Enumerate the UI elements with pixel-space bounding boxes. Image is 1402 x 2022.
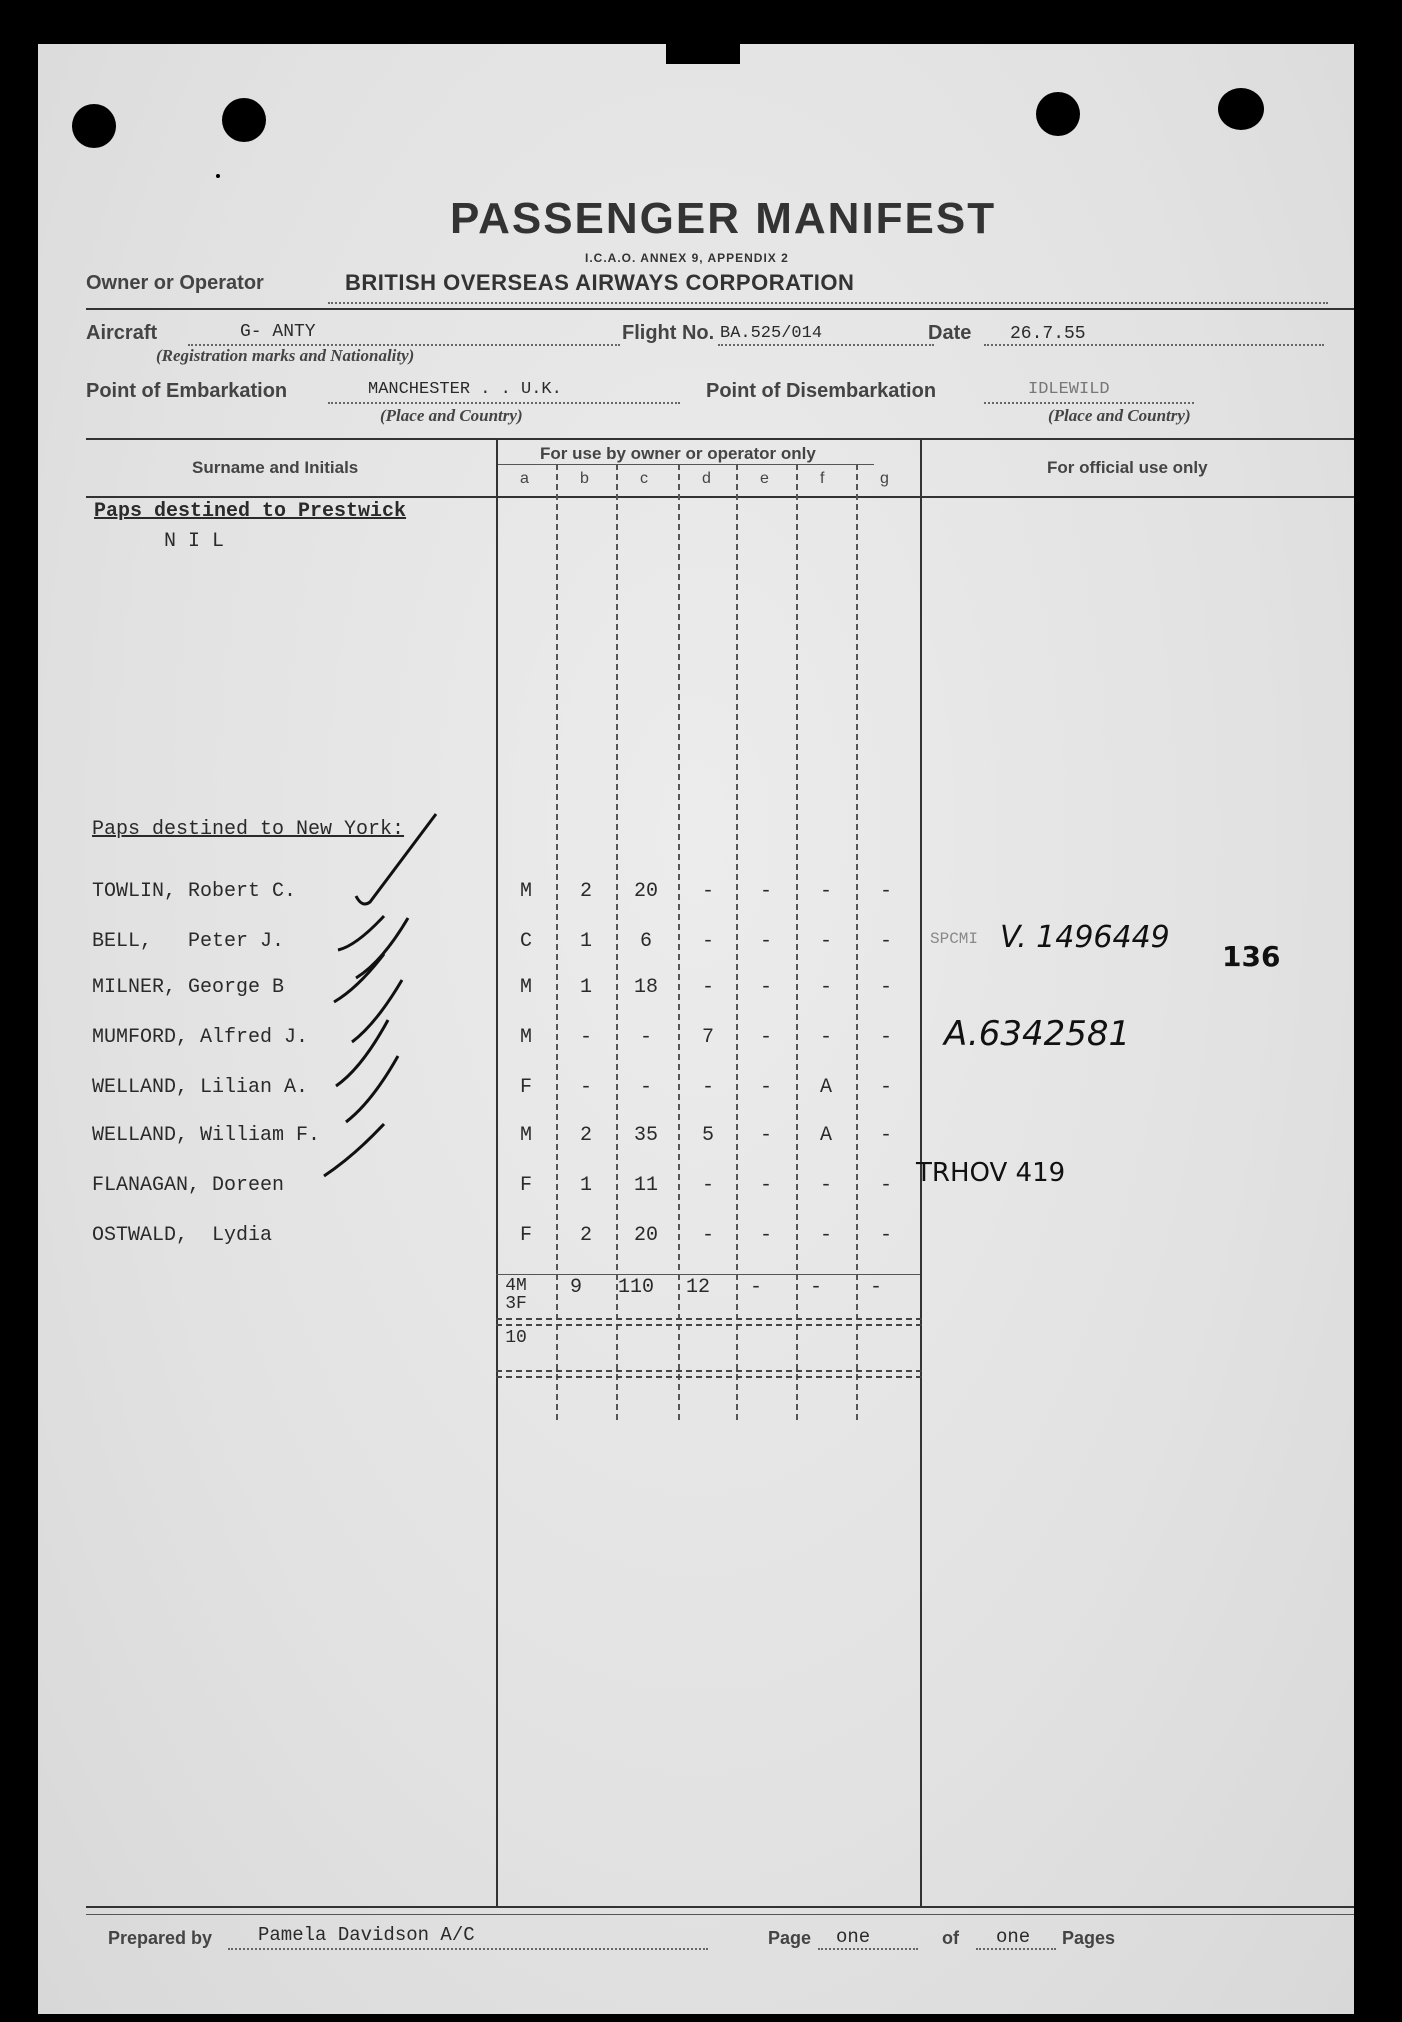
grand-double-rule — [496, 1370, 922, 1378]
check-marks — [38, 44, 1354, 2014]
embark-note: (Place and Country) — [380, 406, 523, 425]
passenger-cell-b: 2 — [579, 880, 592, 903]
disembark-note: (Place and Country) — [1048, 406, 1191, 425]
passenger-cell-g: - — [879, 1224, 892, 1247]
handwritten-mumford-number: A.6342581 — [944, 1014, 1131, 1054]
owner-label: Owner or Operator — [86, 272, 264, 294]
passenger-cell-e: - — [759, 930, 772, 953]
totals-top-rule — [496, 1274, 920, 1275]
passenger-cell-e: - — [759, 1174, 772, 1197]
prestwick-nil: N I L — [164, 530, 225, 553]
date-value: 26.7.55 — [1010, 324, 1086, 344]
manifest-sheet — [38, 44, 1354, 2014]
sub-column-header: b — [580, 470, 589, 487]
passenger-cell-d: - — [701, 976, 714, 999]
passenger-cell-f: A — [819, 1076, 832, 1099]
sub-column-header: d — [702, 470, 711, 487]
prepared-value: Pamela Davidson A/C — [258, 1924, 475, 1946]
passenger-name: MILNER, George B — [92, 976, 285, 999]
passenger-cell-b: - — [579, 1026, 592, 1049]
passenger-cell-e: - — [759, 1026, 772, 1049]
passenger-cell-f: - — [819, 1224, 832, 1247]
footer-top-rule — [86, 1906, 1354, 1908]
disembark-value: IDLEWILD — [1028, 380, 1110, 399]
passenger-cell-b: - — [579, 1076, 592, 1099]
passenger-cell-d: - — [701, 930, 714, 953]
col-owner-group-header: For use by owner or operator only — [540, 444, 816, 463]
total-a-line2: 3F — [505, 1294, 527, 1314]
page-subtitle: I.C.A.O. ANNEX 9, APPENDIX 2 — [585, 251, 789, 265]
aircraft-note: (Registration marks and Nationality) — [156, 346, 415, 365]
passenger-cell-b: 1 — [579, 976, 592, 999]
total-f: - — [809, 1276, 822, 1299]
of-underline — [976, 1948, 1056, 1950]
sub-column-header: c — [640, 470, 648, 487]
passenger-cell-f: - — [819, 976, 832, 999]
passenger-name: WELLAND, William F. — [92, 1124, 321, 1147]
passenger-cell-g: - — [879, 1124, 892, 1147]
check-mark — [324, 1124, 384, 1176]
total-c: 110 — [617, 1276, 654, 1299]
passenger-cell-c: 35 — [633, 1124, 658, 1147]
date-label: Date — [928, 322, 972, 344]
total-e: - — [749, 1276, 762, 1299]
sub-column-header: a — [520, 470, 529, 487]
sub-column-header: f — [820, 470, 825, 487]
passenger-name: FLANAGAN, Doreen — [92, 1174, 285, 1197]
passenger-cell-c: - — [639, 1026, 652, 1049]
passenger-cell-b: 2 — [579, 1224, 592, 1247]
passenger-cell-e: - — [759, 1076, 772, 1099]
total-d: 12 — [685, 1276, 710, 1299]
footer-rule2 — [86, 1914, 1354, 1915]
passenger-cell-a: M — [519, 1124, 532, 1147]
passenger-cell-f: - — [819, 930, 832, 953]
passenger-name: MUMFORD, Alfred J. — [92, 1026, 309, 1049]
embark-label: Point of Embarkation — [86, 380, 288, 402]
passenger-name: TOWLIN, Robert C. — [92, 880, 297, 903]
passenger-cell-b: 2 — [579, 1124, 592, 1147]
passenger-name: BELL, Peter J. — [92, 930, 285, 953]
passenger-cell-f: - — [819, 1174, 832, 1197]
section-prestwick: Paps destined to Prestwick — [94, 500, 407, 523]
passenger-cell-c: - — [639, 1076, 652, 1099]
aircraft-value: G- ANTY — [240, 322, 316, 342]
passenger-name: WELLAND, Lilian A. — [92, 1076, 309, 1099]
handwritten-page-ref: 136 — [1222, 940, 1281, 973]
passenger-cell-a: M — [519, 1026, 532, 1049]
passenger-cell-e: - — [759, 880, 772, 903]
passenger-cell-e: - — [759, 976, 772, 999]
passenger-cell-c: 20 — [633, 1224, 658, 1247]
flight-label: Flight No. — [622, 322, 715, 344]
total-g: - — [869, 1276, 882, 1299]
total-b: 9 — [569, 1276, 582, 1299]
passenger-cell-b: 1 — [579, 1174, 592, 1197]
check-mark — [346, 1056, 398, 1122]
owner-value: BRITISH OVERSEAS AIRWAYS CORPORATION — [345, 270, 855, 295]
passenger-cell-f: - — [819, 1026, 832, 1049]
total-grand: 10 — [505, 1328, 527, 1348]
disembark-label: Point of Disembarkation — [706, 380, 937, 402]
page-underline — [818, 1948, 918, 1950]
of-label: of — [942, 1928, 959, 1948]
check-mark — [356, 814, 436, 904]
check-mark — [338, 916, 384, 950]
col-surname-header: Surname and Initials — [192, 458, 359, 477]
passenger-cell-d: - — [701, 1174, 714, 1197]
section-newyork: Paps destined to New York: — [92, 818, 405, 841]
page-title: PASSENGER MANIFEST — [450, 194, 997, 243]
handwritten-flanagan-number: TRHOV 419 — [916, 1158, 1066, 1188]
passenger-cell-e: - — [759, 1124, 772, 1147]
col-official-header: For official use only — [1047, 458, 1208, 477]
passenger-cell-g: - — [879, 1076, 892, 1099]
passenger-cell-d: - — [701, 880, 714, 903]
check-mark — [352, 980, 402, 1042]
passenger-cell-d: - — [701, 1224, 714, 1247]
page-value: one — [836, 1926, 871, 1948]
handwritten-bell-number: V. 1496449 — [1000, 920, 1170, 955]
prepared-label: Prepared by — [108, 1928, 213, 1948]
totals-double-rule — [496, 1318, 922, 1326]
pages-label: Pages — [1062, 1928, 1116, 1948]
aircraft-label: Aircraft — [86, 322, 158, 344]
sub-column-header: g — [880, 470, 889, 487]
passenger-cell-c: 6 — [639, 930, 652, 953]
passenger-cell-a: C — [519, 930, 532, 953]
total-a-line1: 4M — [505, 1276, 527, 1296]
passenger-cell-g: - — [879, 930, 892, 953]
passenger-cell-d: - — [701, 1076, 714, 1099]
passenger-cell-a: F — [519, 1174, 532, 1197]
passenger-cell-g: - — [879, 1174, 892, 1197]
passenger-cell-c: 20 — [633, 880, 658, 903]
passenger-cell-f: - — [819, 880, 832, 903]
passenger-cell-g: - — [879, 976, 892, 999]
prepared-underline — [228, 1948, 708, 1950]
passenger-cell-a: M — [519, 880, 532, 903]
flight-value: BA.525/014 — [720, 324, 823, 343]
check-mark — [356, 918, 408, 978]
passenger-cell-e: - — [759, 1224, 772, 1247]
sub-column-header: e — [760, 470, 769, 487]
passenger-cell-g: - — [879, 880, 892, 903]
page-label: Page — [768, 1928, 812, 1948]
passenger-name: OSTWALD, Lydia — [92, 1224, 273, 1247]
of-value: one — [996, 1926, 1031, 1948]
passenger-cell-b: 1 — [579, 930, 592, 953]
passenger-official-note: SPCMI — [930, 930, 979, 948]
passenger-cell-g: - — [879, 1026, 892, 1049]
embark-value: MANCHESTER . . U.K. — [368, 380, 562, 399]
passenger-cell-a: F — [519, 1224, 532, 1247]
passenger-cell-d: 7 — [701, 1026, 714, 1049]
passenger-cell-a: F — [519, 1076, 532, 1099]
check-mark — [336, 1020, 388, 1086]
passenger-cell-f: A — [819, 1124, 832, 1147]
check-mark — [334, 954, 384, 1002]
passenger-cell-a: M — [519, 976, 532, 999]
passenger-cell-d: 5 — [701, 1124, 714, 1147]
passenger-cell-c: 18 — [633, 976, 658, 999]
passenger-cell-c: 11 — [633, 1174, 658, 1197]
